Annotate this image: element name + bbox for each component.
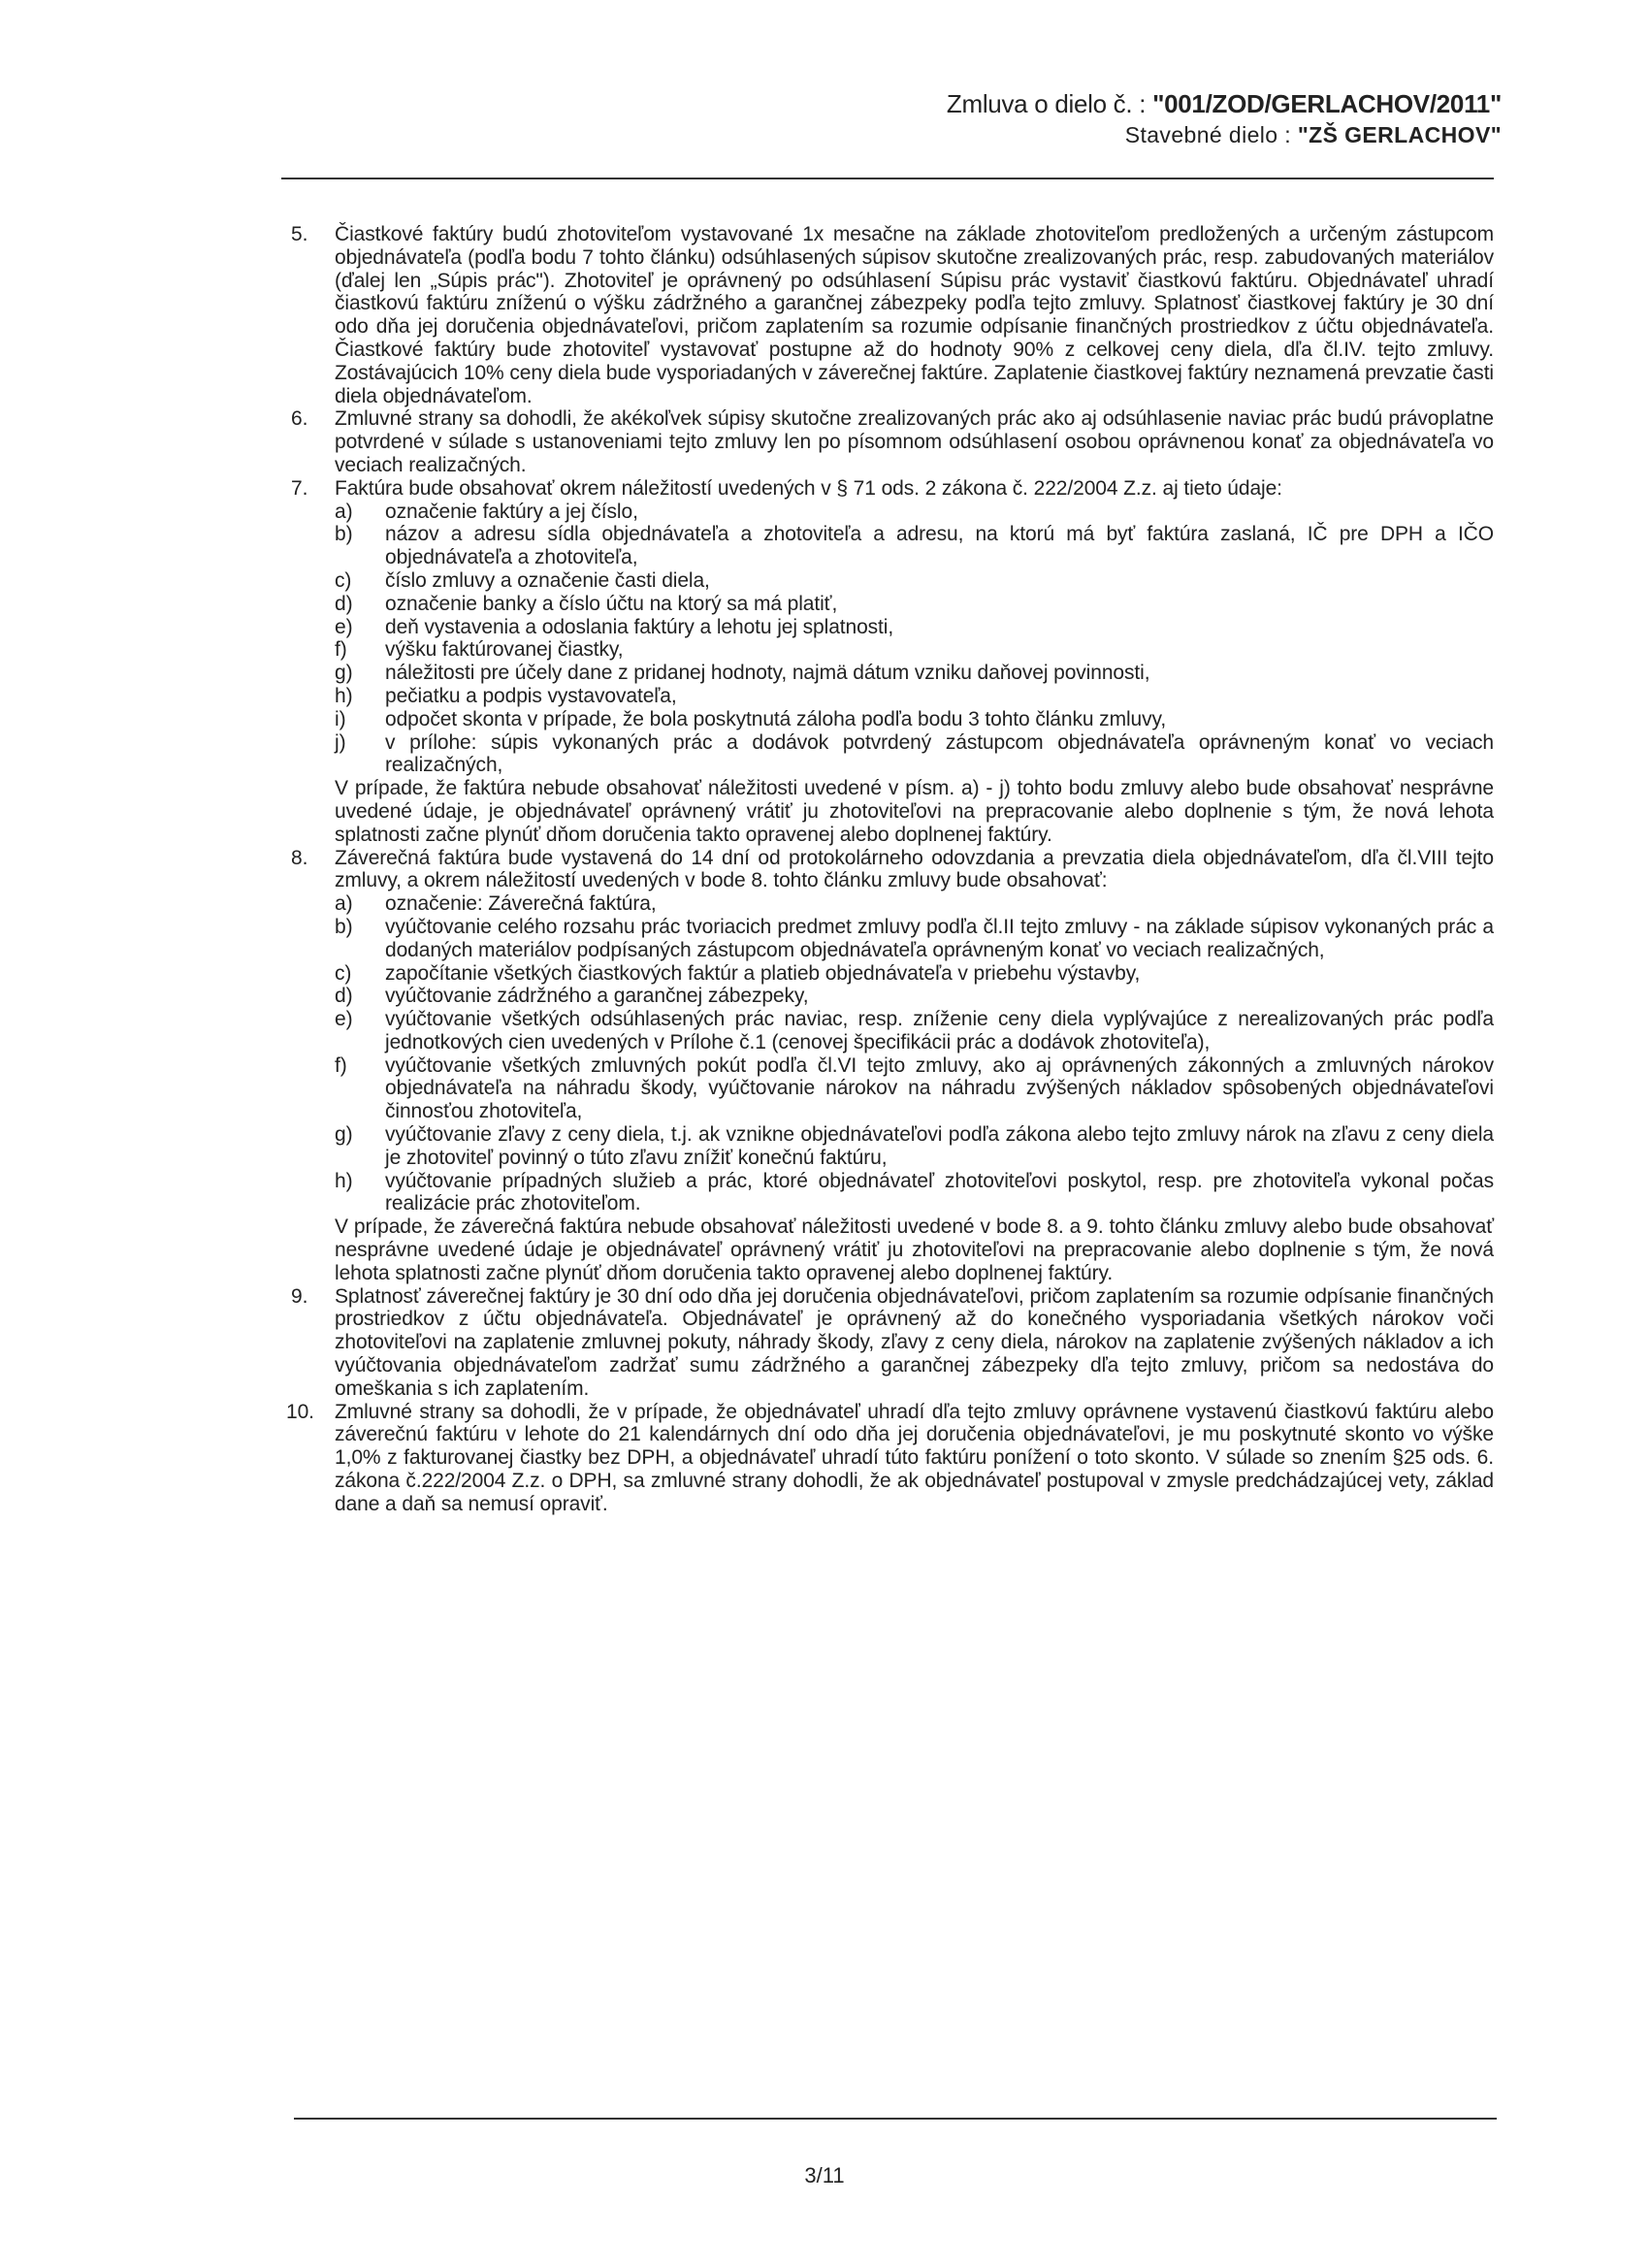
clause-10 (286, 1400, 1494, 1516)
subclause-8b: b) vyúčtovanie celého rozsahu prác tvoriacich predmet zmluvy podľa čl.II tejto zmluvy - na základe súpisov vykonaných prác a dodaných materiálov podpísaných zástupcom objednávateľa oprávneným konať vo veciach realizačných, (335, 915, 1494, 961)
subclause-7g: g) náležitosti pre účely dane z pridanej hodnoty, najmä dátum vzniku daňovej povinnosti, (335, 662, 1150, 685)
clause-text: Splatnosť záverečnej faktúry je 30 dní odo dňa jej doručenia objednávateľovi, pričom zaplatením sa rozumie odpísanie finančných prostriedkov z účtu objednávateľa. Objednávateľ je oprávnený až do konečného vysporiadania všetkých nárokov voči zhotoviteľovi na zaplatenie zmluvnej pokuty, náhrady škody, zľavy z ceny diela, nárokov na zaplatenie zvýšených nákladov a ich vyúčtovania objednávateľom zadržať sumu zádržného a garančnej zábezpeky dľa tejto zmluvy, pričom sa nedostáva do omeškania s ich zaplatením. (335, 1284, 1494, 1400)
clause-text: Zmluvné strany sa dohodli, že v prípade, že objednávateľ uhradí dľa tejto zmluvy oprávnene vystavenú čiastkovú faktúru alebo záverečnú faktúru v lehote do 21 kalendárnych dní odo dňa jej doručenia objednávateľovi, je mu poskytnuté skonto vo výške 1,0% z fakturovanej čiastky bez DPH, a objednávateľ uhradí túto faktúru ponížení o toto skonto. V súlade so znením §25 ods. 6. zákona č.222/2004 Z.z. o DPH, sa zmluvné strany dohodli, že ak objednávateľ postupoval v zmysle predchádzajúcej vety, základ dane a daň sa nemusí opraviť. (335, 1400, 1494, 1515)
clause-text: Záverečná faktúra bude vystavená do 14 dní od protokolárneho odovzdania a prevzatia diela objednávateľom, dľa čl.VIII tejto zmluvy, a okrem náležitostí uvedených v bode 8. tohto článku zmluvy bude obsahovať: (335, 846, 1494, 892)
construction-name: "ZŠ GERLACHOV" (1297, 122, 1502, 147)
subclause-8a: a) označenie: Záverečná faktúra, (335, 892, 657, 916)
clause-number: 7. (291, 476, 308, 500)
contract-number: "001/ZOD/GERLACHOV/2011" (1152, 89, 1502, 118)
subclause-8f: f) vyúčtovanie všetkých zmluvných pokút podľa čl.VI tejto zmluvy, ako aj oprávnených zákonných a zmluvných nárokov objednávateľa na náhradu škody, vyúčtovanie nárokov na náhradu zvýšených nákladov spôsobených objednávateľovi činnosťou zhotoviteľa, (335, 1053, 1494, 1123)
subclause-7f: f) výšku faktúrovanej čiastky, (335, 638, 624, 662)
subclause-7j: j) v prílohe: súpis vykonaných prác a dodávok potvrdený zástupcom objednávateľa oprávneným konať vo veciach realizačných, (335, 730, 1494, 777)
construction-name-line: Stavebné dielo : "ZŠ GERLACHOV" (1124, 122, 1502, 147)
subclause-8e: e) vyúčtovanie všetkých odsúhlasených prác naviac, resp. zníženie ceny diela vyplývajúce z nerealizovaných prác podľa jednotkových cien uvedených v Prílohe č.1 (cenovej špecifikácii prác a dodávok zhotoviteľa), (335, 1008, 1494, 1053)
clause-8 (291, 847, 1494, 1285)
clause-number: 8. (291, 846, 308, 869)
clause-number: 6. (291, 407, 308, 431)
clause-text: Čiastkové faktúry budú zhotoviteľom vystavované 1x mesačne na základe zhotoviteľom predložených a určeným zástupcom objednávateľa (podľa bodu 7 tohto článku) odsúhlasených súpisov skutočne zrealizovaných prác, resp. zabudovaných materiálov (ďalej len „Súpis prác"). Zhotoviteľ je oprávnený po odsúhlasení Súpisu prác vystaviť čiastkovú faktúru. Objednávateľ uhradí čiastkovú faktúru zníženú o výšku zádržného a garančnej zábezpeky podľa tejto zmluvy. Splatnosť čiastkovej faktúry je 30 dní odo dňa jej doručenia objednávateľovi, pričom zaplatením sa rozumie odpísanie finančných prostriedkov z účtu objednávateľa. Čiastkové faktúry bude zhotoviteľ vystavovať postupne až do hodnoty 90% z celkovej ceny diela, dľa čl.IV. tejto zmluvy. Zostávajúcich 10% ceny diela bude vysporiadaných v záverečnej faktúre. Zaplatenie čiastkovej faktúry neznamená prevzatie časti diela objednávateľom. (335, 223, 1494, 407)
clause-7 (291, 477, 1494, 847)
subclause-7i: i) odpočet skonta v prípade, že bola poskytnutá záloha podľa bodu 3 tohto článku zmluvy, (335, 707, 1167, 730)
subclause-7d: d) označenie banky a číslo účtu na ktorý sa má platiť, (335, 592, 838, 615)
footer-divider (294, 2118, 1497, 2120)
subclause-7b: b) názov a adresu sídla objednávateľa a zhotoviteľa a adresu, na ktorú má byť faktúra zaslaná, IČ pre DPH a IČO objednávateľa a zhotoviteľa, (335, 523, 1494, 569)
page-header (947, 87, 1502, 149)
clause-8-note: V prípade, že záverečná faktúra nebude obsahovať náležitosti uvedené v bode 8. a 9. tohto článku zmluvy alebo bude obsahovať nesprávne uvedené údaje je objednávateľ oprávnený vrátiť ju zhotoviteľovi na prepracovanie alebo doplnenie s tým, že nová lehota splatnosti začne plynúť dňom doručenia takto opravenej alebo doplnenej faktúry. (335, 1215, 1494, 1284)
clause-text: Faktúra bude obsahovať okrem náležitostí uvedených v § 71 ods. 2 zákona č. 222/2004 Z.z. aj tieto údaje: (335, 476, 1282, 500)
page-number: 3/11 (804, 2163, 845, 2187)
subclause-7h: h) pečiatku a podpis vystavovateľa, (335, 684, 677, 707)
subclause-8g: g) vyúčtovanie zľavy z ceny diela, t.j. ak vznikne objednávateľovi podľa zákona alebo tejto zmluvy nárok na zľavu z ceny diela je zhotoviteľ povinný o túto zľavu znížiť konečnú faktúru, (335, 1123, 1494, 1169)
clause-number: 9. (291, 1284, 308, 1308)
subclause-8d: d) vyúčtovanie zádržného a garančnej zábezpeky, (335, 985, 809, 1008)
clause-6 (291, 407, 1494, 476)
subclause-7c: c) číslo zmluvy a označenie časti diela, (335, 568, 710, 592)
clause-9 (291, 1285, 1494, 1401)
clause-text: Zmluvné strany sa dohodli, že akékoľvek súpisy skutočne zrealizovaných prác ako aj odsúhlasenie naviac prác budú právoplatne potvrdené v súlade s ustanoveniami tejto zmluvy len po písomnom odsúhlasení osobou oprávnenou konať za objednávateľa vo veciach realizačných. (335, 407, 1494, 476)
clause-number: 10. (286, 1400, 314, 1423)
clause-7-note: V prípade, že faktúra nebude obsahovať náležitosti uvedené v písm. a) - j) tohto bodu zmluvy alebo bude obsahovať nesprávne uvedené údaje, je objednávateľ oprávnený vrátiť ju zhotoviteľovi na prepracovanie alebo doplnenie s tým, že nová lehota splatnosti začne plynúť dňom doručenia takto opravenej alebo doplnenej faktúry. (335, 777, 1494, 846)
clause-number: 5. (291, 223, 308, 245)
contract-number-line: Zmluva o dielo č. : "001/ZOD/GERLACHOV/2011" (946, 89, 1502, 118)
document-body (286, 223, 1494, 1516)
subclause-7e: e) deň vystavenia a odoslania faktúry a lehotu jej splatnosti, (335, 615, 894, 638)
clause-5 (291, 223, 1494, 407)
subclause-8c: c) započítanie všetkých čiastkových faktúr a platieb objednávateľa v priebehu výstavby, (335, 961, 1141, 985)
subclause-8h: h) vyúčtovanie prípadných služieb a prác, ktoré objednávateľ zhotoviteľovi poskytol, resp. pre zhotoviteľa vykonal počas realizácie prác zhotoviteľom. (335, 1169, 1494, 1215)
subclause-7a: a) označenie faktúry a jej číslo, (335, 500, 638, 523)
header-divider (281, 178, 1494, 179)
